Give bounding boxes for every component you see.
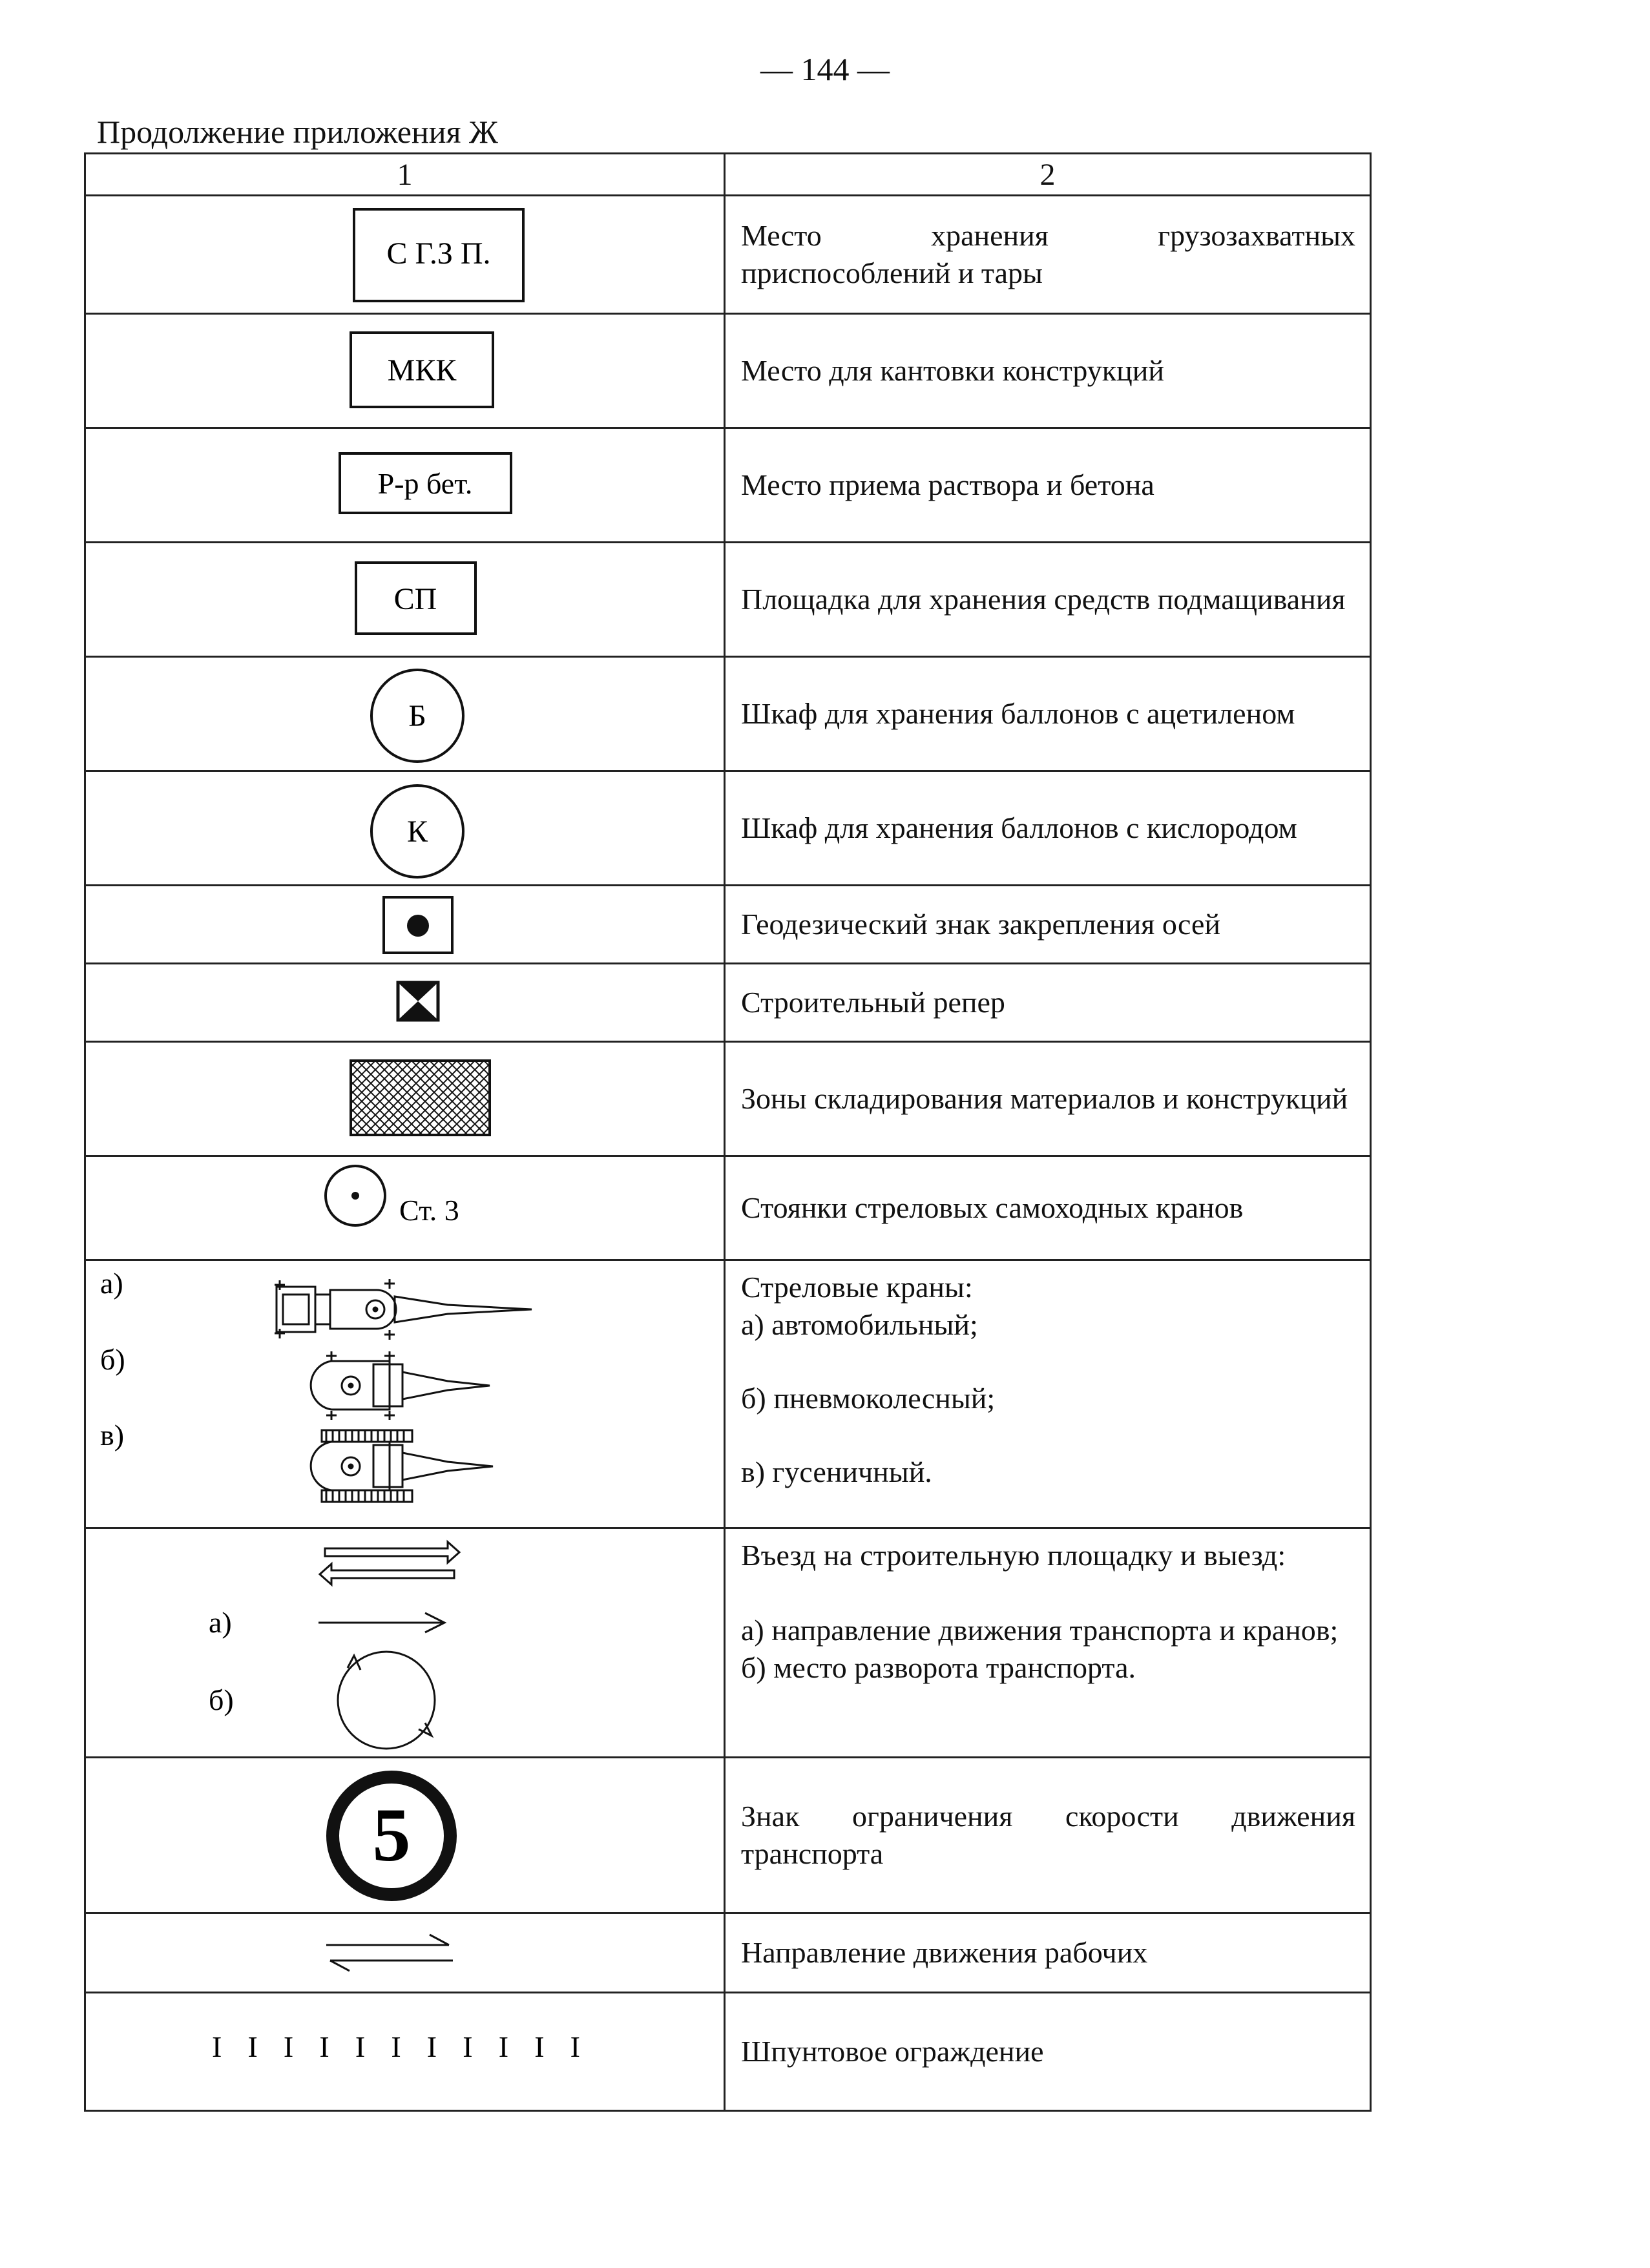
- crawler-crane-icon: [311, 1430, 493, 1502]
- rect-symbol: [86, 543, 726, 656]
- header-col-2: 2: [725, 154, 1371, 196]
- legend-table: [84, 152, 1372, 2112]
- symbol-cell: [85, 1913, 725, 1993]
- page-number: — 144 —: [760, 51, 890, 87]
- table-row: [85, 196, 1371, 314]
- benchmark-icon: [86, 964, 726, 1041]
- desc-line: а) направление движения транспорта и кранов;: [741, 1614, 1339, 1647]
- description-cell: Направление движения рабочих: [725, 1913, 1371, 1993]
- table-row: [85, 1993, 1371, 2111]
- symbol-cell: [85, 1156, 725, 1260]
- workers-direction-icon: [86, 1914, 726, 1992]
- symbol-cell: [85, 657, 725, 771]
- description-cell: Знак ограничения скорости движения транспорта: [725, 1758, 1371, 1913]
- label-a: а): [209, 1606, 232, 1639]
- label-a: а): [100, 1267, 123, 1300]
- symbol-label: Б: [408, 699, 426, 733]
- table-row: [85, 657, 1371, 771]
- desc-line: в) гусеничный.: [741, 1455, 932, 1488]
- entrance-exit-arrows-icon: [320, 1542, 459, 1585]
- symbol-label: К: [406, 815, 428, 849]
- entrance-exit-symbols: [86, 1529, 726, 1756]
- table-row: [85, 964, 1371, 1042]
- circle-symbol: [86, 772, 726, 884]
- symbol-label: МКК: [387, 353, 457, 388]
- symbol-cell: [85, 886, 725, 964]
- table-row: [85, 1156, 1371, 1260]
- description-cell: Зоны складирования материалов и конструкций: [725, 1042, 1371, 1156]
- speed-limit-value: 5: [372, 1793, 411, 1877]
- truck-crane-icon: [275, 1279, 532, 1340]
- symbol-cell: [85, 1260, 725, 1528]
- symbol-label: Ст. 3: [399, 1194, 459, 1227]
- table-row: [85, 428, 1371, 543]
- description-cell: Шпунтовое ограждение: [725, 1993, 1371, 2111]
- symbol-cell: [85, 428, 725, 543]
- rect-symbol: [86, 315, 726, 427]
- desc-line: Стреловые краны:: [741, 1271, 973, 1304]
- symbol-cell: [85, 964, 725, 1042]
- header-col-1: 1: [85, 154, 725, 196]
- geodetic-mark-icon: [86, 886, 726, 962]
- description-cell: [725, 1260, 1371, 1528]
- description-cell: Строительный репер: [725, 964, 1371, 1042]
- table-row: [85, 1913, 1371, 1993]
- description-cell: Место хранения грузозахватных приспособлений и тары: [725, 196, 1371, 314]
- table-row: [85, 1758, 1371, 1913]
- symbol-cell: [85, 1042, 725, 1156]
- speed-limit-sign-icon: [86, 1758, 726, 1912]
- circle-symbol: [86, 658, 726, 770]
- table-row: [85, 886, 1371, 964]
- label-b: б): [100, 1343, 125, 1376]
- table-row: [85, 314, 1371, 428]
- symbol-cell: [85, 196, 725, 314]
- symbol-label: Р-р бет.: [377, 467, 473, 500]
- description-cell: Стоянки стреловых самоходных кранов: [725, 1156, 1371, 1260]
- table-row: [85, 543, 1371, 657]
- wheel-crane-icon: [311, 1351, 490, 1420]
- sheet-pile-fence-icon: [86, 1993, 726, 2110]
- table-row: [85, 1528, 1371, 1758]
- label-b: б): [209, 1683, 234, 1716]
- desc-line: а) автомобильный;: [741, 1308, 978, 1341]
- description-cell: Шкаф для хранения баллонов с ацетиленом: [725, 657, 1371, 771]
- symbol-cell: [85, 543, 725, 657]
- description-cell: Площадка для хранения средств подмащивания: [725, 543, 1371, 657]
- table-header-row: [85, 154, 1371, 196]
- rect-symbol: [86, 429, 726, 541]
- symbol-cell: [85, 771, 725, 886]
- symbol-cell: [85, 1758, 725, 1913]
- crane-parking-icon: [86, 1157, 726, 1259]
- storage-zone-icon: [86, 1043, 726, 1155]
- description-cell: Место для кантовки конструкций: [725, 314, 1371, 428]
- symbol-label: СП: [393, 582, 437, 616]
- description-cell: [725, 1528, 1371, 1758]
- table-row: [85, 771, 1371, 886]
- continuation-title: Продолжение приложения Ж: [97, 114, 498, 150]
- description-cell: Шкаф для хранения баллонов с кислородом: [725, 771, 1371, 886]
- desc-line: Въезд на строительную площадку и выезд:: [741, 1539, 1286, 1572]
- desc-line: б) пневмоколесный;: [741, 1382, 996, 1415]
- symbol-cell: [85, 1528, 725, 1758]
- symbol-label: I I I I I I I I I I I: [212, 2030, 580, 2063]
- symbol-cell: [85, 314, 725, 428]
- description-cell: Геодезический знак закрепления осей: [725, 886, 1371, 964]
- symbol-cell: [85, 1993, 725, 2111]
- symbol-label: С Г.З П.: [386, 236, 491, 271]
- label-c: в): [100, 1419, 125, 1451]
- storage-rect-symbol: [86, 196, 726, 313]
- description-cell: Место приема раствора и бетона: [725, 428, 1371, 543]
- cranes-symbols: [86, 1261, 726, 1527]
- direction-arrow-icon: [319, 1613, 444, 1632]
- table-row: [85, 1260, 1371, 1528]
- desc-line: б) место разворота транспорта.: [741, 1651, 1136, 1684]
- table-row: [85, 1042, 1371, 1156]
- turnaround-icon: [338, 1652, 435, 1749]
